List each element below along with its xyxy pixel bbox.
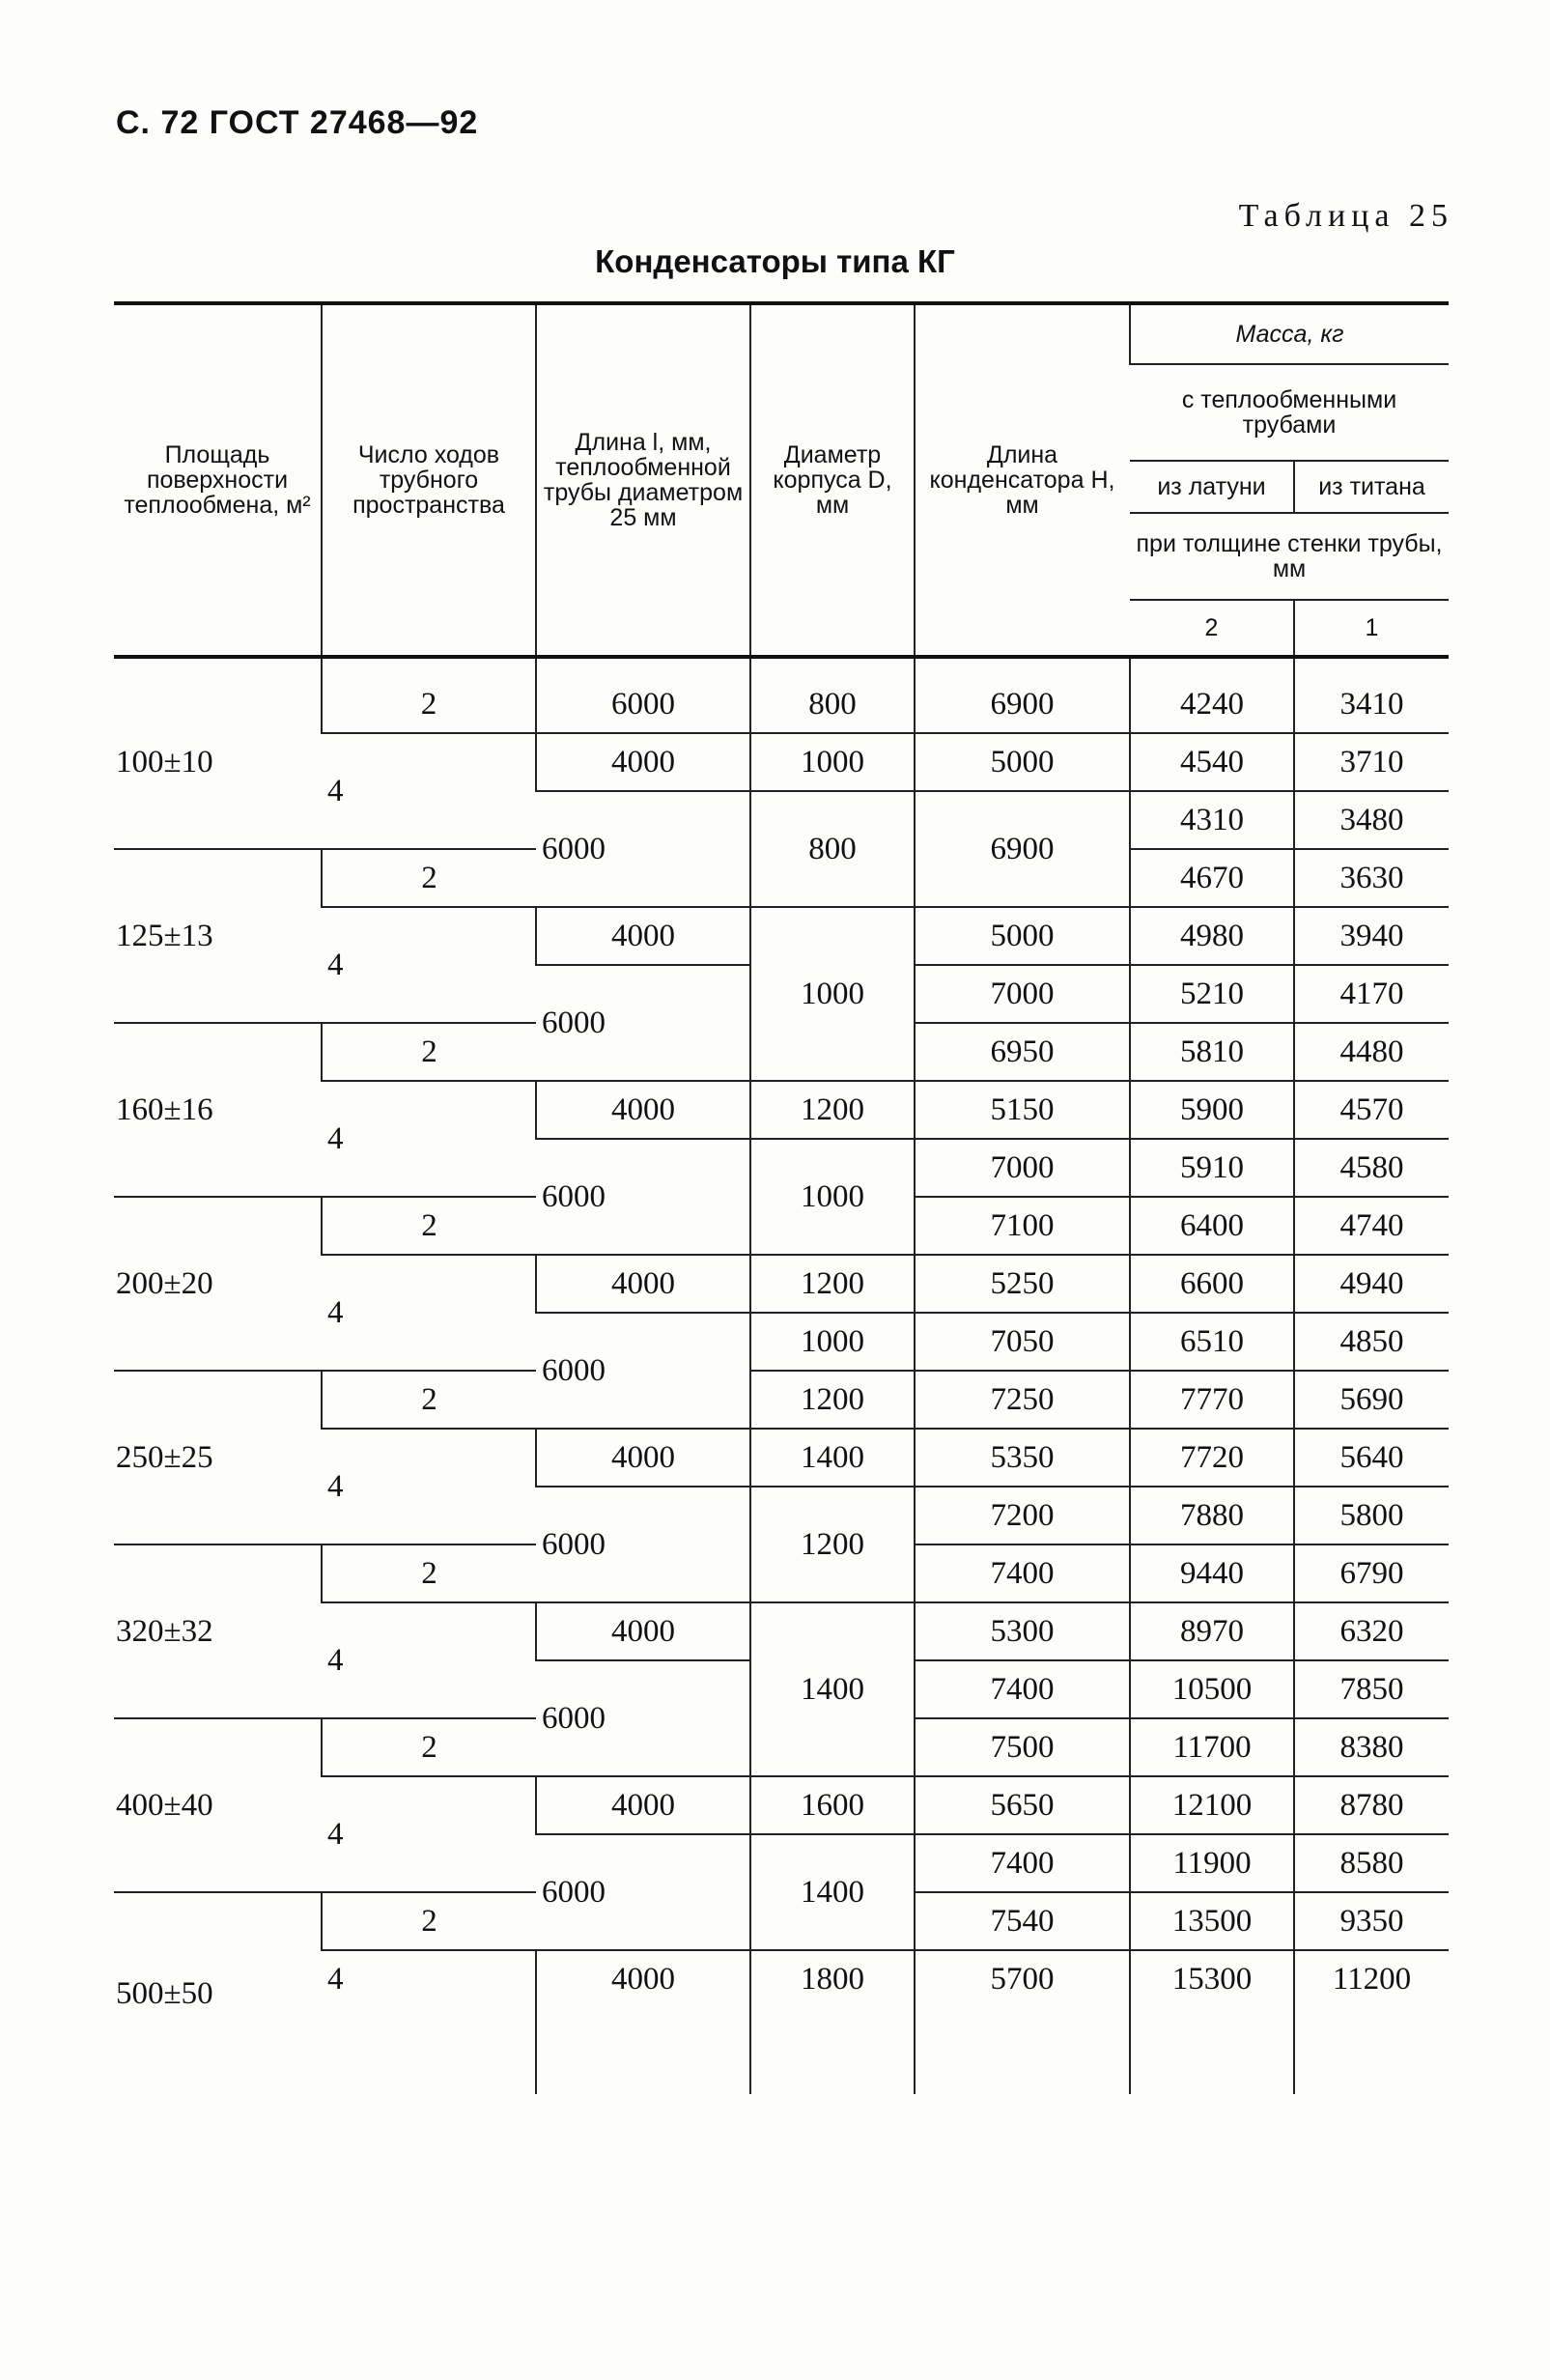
header-tube-length: Длина l, мм, теплообменной трубы диаметром 25 мм [536,303,750,657]
mass-titanium-cell: 9350 [1294,1892,1449,1950]
diameter-cell: 1000 [750,907,915,1081]
mass-brass-cell: 13500 [1130,1892,1294,1950]
diameter-cell: 1000 [750,733,915,791]
mass-titanium-cell: 8380 [1294,1718,1449,1776]
length-cell: 6000 [536,1487,750,1602]
header-titanium: из титана [1294,461,1449,513]
header-passes: Число ходов трубного пространства [322,303,536,657]
condenser-length-cell: 7250 [915,1371,1130,1429]
condenser-length-cell: 5700 [915,1950,1130,2007]
header-mass: Масса, кг [1130,303,1449,364]
condenser-length-cell: 6900 [915,791,1130,907]
table-title: Конденсаторы типа КГ [595,243,955,279]
condenser-length-cell: 7540 [915,1892,1130,1950]
diameter-cell: 1200 [750,1081,915,1139]
mass-brass-cell: 4540 [1130,733,1294,791]
header-wall-thickness: при толщине стенки трубы, мм [1130,513,1449,600]
passes-cell: 4 [322,1602,536,1718]
mass-brass-cell: 4240 [1130,676,1294,733]
passes-cell: 4 [322,907,536,1023]
mass-titanium-cell: 3710 [1294,733,1449,791]
mass-brass-cell: 6510 [1130,1313,1294,1371]
condenser-length-cell: 5150 [915,1081,1130,1139]
length-cell: 4000 [536,733,750,791]
condenser-length-cell: 5650 [915,1776,1130,1834]
condenser-length-cell: 6900 [915,676,1130,733]
area-cell: 100±10 [114,676,322,849]
mass-titanium-cell: 4850 [1294,1313,1449,1371]
passes-cell: 4 [322,1429,536,1544]
mass-brass-cell: 5810 [1130,1023,1294,1081]
mass-titanium-cell: 5690 [1294,1371,1449,1429]
mass-brass-cell: 4310 [1130,791,1294,849]
mass-titanium-cell: 3410 [1294,676,1449,733]
mass-brass-cell: 5210 [1130,965,1294,1023]
length-cell: 6000 [536,676,750,733]
condenser-length-cell: 7100 [915,1197,1130,1255]
condenser-length-cell: 7200 [915,1487,1130,1544]
mass-brass-cell: 15300 [1130,1950,1294,2007]
mass-brass-cell: 4980 [1130,907,1294,965]
mass-titanium-cell: 8580 [1294,1834,1449,1892]
diameter-cell: 1400 [750,1429,915,1487]
table-row [114,1371,1449,1429]
condenser-length-cell: 6950 [915,1023,1130,1081]
header-with-tubes: с теплообменными трубами [1130,364,1449,461]
passes-cell: 4 [322,1081,536,1197]
mass-titanium-cell: 5800 [1294,1487,1449,1544]
length-cell: 4000 [536,1776,750,1834]
diameter-cell: 1200 [750,1371,915,1429]
length-cell: 6000 [536,1139,750,1255]
mass-brass-cell: 9440 [1130,1544,1294,1602]
mass-brass-cell: 11900 [1130,1834,1294,1892]
condenser-length-cell: 5250 [915,1255,1130,1313]
condenser-length-cell: 7400 [915,1544,1130,1602]
diameter-cell: 1400 [750,1834,915,1950]
mass-titanium-cell: 4580 [1294,1139,1449,1197]
header-area: Площадь поверхности теплообмена, м² [114,303,322,657]
area-cell: 400±40 [114,1718,322,1892]
passes-cell: 4 [322,1255,536,1371]
header-diameter: Диаметр корпуса D, мм [750,303,915,657]
mass-titanium-cell: 3940 [1294,907,1449,965]
length-cell: 6000 [536,1834,750,1950]
area-cell: 320±32 [114,1544,322,1718]
mass-brass-cell: 11700 [1130,1718,1294,1776]
passes-cell: 2 [322,1197,536,1255]
header-wall-brass: 2 [1130,600,1294,657]
mass-titanium-cell: 6790 [1294,1544,1449,1602]
mass-brass-cell: 7880 [1130,1487,1294,1544]
length-cell: 4000 [536,1950,750,2007]
condenser-length-cell: 5000 [915,907,1130,965]
passes-cell: 2 [322,676,536,733]
length-cell: 4000 [536,907,750,965]
mass-titanium-cell: 11200 [1294,1950,1449,2007]
mass-titanium-cell: 4170 [1294,965,1449,1023]
area-cell: 200±20 [114,1197,322,1371]
diameter-cell: 1800 [750,1950,915,2007]
mass-titanium-cell: 4480 [1294,1023,1449,1081]
mass-brass-cell: 6600 [1130,1255,1294,1313]
mass-titanium-cell: 4940 [1294,1255,1449,1313]
mass-titanium-cell: 6320 [1294,1602,1449,1660]
diameter-cell: 800 [750,791,915,907]
condenser-table [114,301,1449,2094]
diameter-cell: 1000 [750,1313,915,1371]
mass-brass-cell: 7720 [1130,1429,1294,1487]
mass-titanium-cell: 4740 [1294,1197,1449,1255]
mass-brass-cell: 8970 [1130,1602,1294,1660]
condenser-length-cell: 7050 [915,1313,1130,1371]
passes-cell: 2 [322,1544,536,1602]
diameter-cell: 800 [750,676,915,733]
condenser-length-cell: 7500 [915,1718,1130,1776]
condenser-length-cell: 5300 [915,1602,1130,1660]
mass-brass-cell: 5910 [1130,1139,1294,1197]
mass-titanium-cell: 3480 [1294,791,1449,849]
length-cell: 4000 [536,1081,750,1139]
mass-titanium-cell: 5640 [1294,1429,1449,1487]
condenser-length-cell: 7000 [915,965,1130,1023]
length-cell: 6000 [536,791,750,907]
mass-brass-cell: 4670 [1130,849,1294,907]
mass-titanium-cell: 3630 [1294,849,1449,907]
condenser-length-cell: 7400 [915,1660,1130,1718]
header-brass: из латуни [1130,461,1294,513]
mass-titanium-cell: 8780 [1294,1776,1449,1834]
header-condenser-length: Длина конденсатора H, мм [915,303,1130,657]
mass-brass-cell: 5900 [1130,1081,1294,1139]
passes-cell: 2 [322,1371,536,1429]
area-cell: 500±50 [116,1975,213,2011]
table-row [114,676,1449,733]
page-header: С. 72 ГОСТ 27468—92 [116,104,479,141]
length-cell: 6000 [536,1660,750,1776]
area-cell: 125±13 [114,849,322,1023]
table-label: Таблица 25 [1238,198,1453,234]
mass-titanium-cell: 7850 [1294,1660,1449,1718]
length-cell: 6000 [536,965,750,1081]
passes-cell: 4 [327,1961,344,1997]
header-wall-titanium: 1 [1294,600,1449,657]
diameter-cell: 1200 [750,1255,915,1313]
area-cell: 250±25 [114,1371,322,1544]
diameter-cell: 1400 [750,1602,915,1776]
diameter-cell: 1600 [750,1776,915,1834]
passes-cell: 4 [322,733,536,849]
area-cell: 160±16 [114,1023,322,1197]
condenser-length-cell: 7400 [915,1834,1130,1892]
diameter-cell: 1200 [750,1487,915,1602]
mass-brass-cell: 6400 [1130,1197,1294,1255]
length-cell: 4000 [536,1602,750,1660]
condenser-length-cell: 5350 [915,1429,1130,1487]
passes-cell: 2 [322,849,536,907]
condenser-length-cell: 5000 [915,733,1130,791]
passes-cell: 4 [322,1776,536,1892]
mass-titanium-cell: 4570 [1294,1081,1449,1139]
length-cell: 4000 [536,1429,750,1487]
mass-brass-cell: 12100 [1130,1776,1294,1834]
length-cell: 6000 [536,1313,750,1429]
passes-cell: 2 [322,1892,536,1950]
mass-brass-cell: 7770 [1130,1371,1294,1429]
mass-brass-cell: 10500 [1130,1660,1294,1718]
passes-cell: 2 [322,1718,536,1776]
length-cell: 4000 [536,1255,750,1313]
diameter-cell: 1000 [750,1139,915,1255]
condenser-length-cell: 7000 [915,1139,1130,1197]
passes-cell: 2 [322,1023,536,1081]
